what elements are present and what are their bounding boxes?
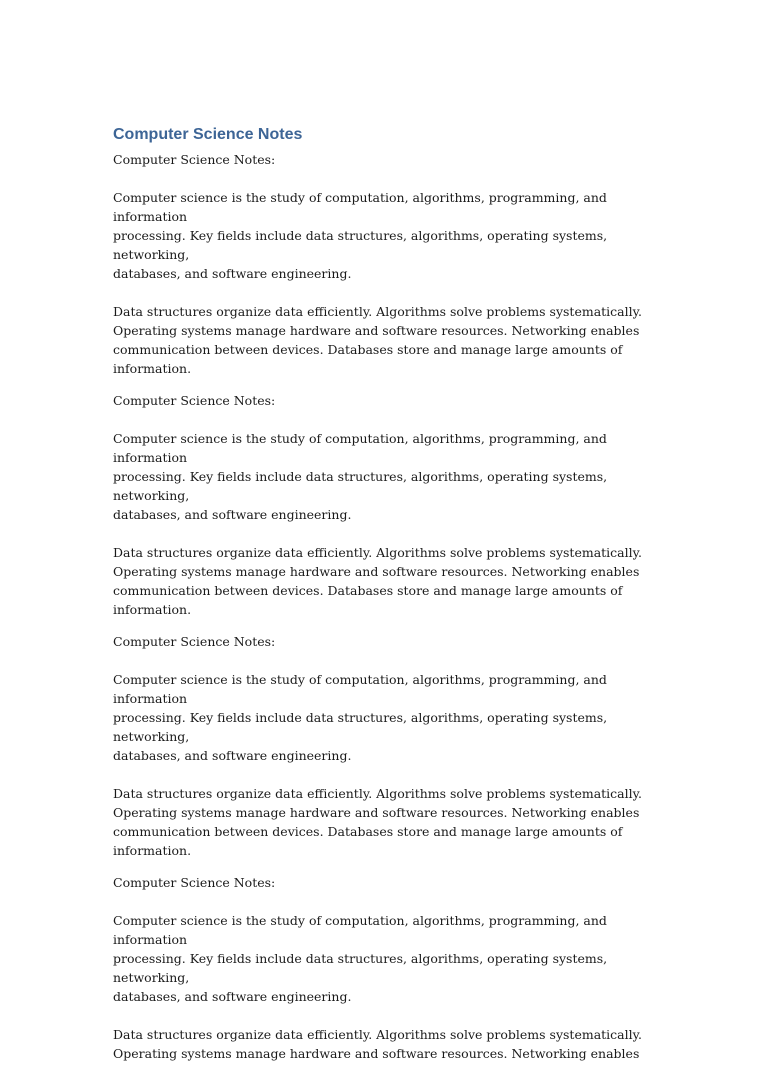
paragraph: Data structures organize data efficiently. Algorithms solve problems systematically. Operating systems manage hardware and software resources. Networking enables communication between devices. Databases store and manage large amounts of information. [113,545,642,617]
notes-section [113,873,658,1063]
document-title: Computer Science Notes [113,126,303,143]
section-heading: Computer Science Notes: [113,393,276,408]
paragraph: Computer science is the study of computation, algorithms, programming, and information processing. Key fields include data structures, algorithms, operating systems, networking, databases, and software engineering. [113,672,608,763]
notes-section [113,391,658,619]
paragraph: Data structures organize data efficiently. Algorithms solve problems systematically. Operating systems manage hardware and software resources. Networking enables [113,1027,642,1061]
paragraph: Computer science is the study of computation, algorithms, programming, and information processing. Key fields include data structures, algorithms, operating systems, networking, databases, and software engineering. [113,431,608,522]
section-heading: Computer Science Notes: [113,152,276,167]
paragraph: Computer science is the study of computation, algorithms, programming, and information processing. Key fields include data structures, algorithms, operating systems, networking, databases, and software engineering. [113,190,608,281]
notes-section [113,632,658,860]
paragraph: Computer science is the study of computation, algorithms, programming, and information processing. Key fields include data structures, algorithms, operating systems, networking, databases, and software engineering. [113,913,608,1004]
paragraph: Data structures organize data efficiently. Algorithms solve problems systematically. Operating systems manage hardware and software resources. Networking enables communication between devices. Databases store and manage large amounts of information. [113,304,642,376]
section-heading: Computer Science Notes: [113,875,276,890]
document-body [113,124,658,1076]
paragraph: Data structures organize data efficiently. Algorithms solve problems systematically. Operating systems manage hardware and software resources. Networking enables communication between devices. Databases store and manage large amounts of information. [113,786,642,858]
section-heading: Computer Science Notes: [113,634,276,649]
notes-section [113,150,658,378]
